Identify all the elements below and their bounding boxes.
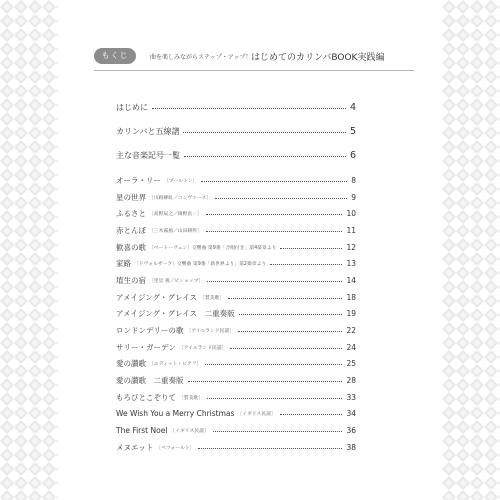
dot-leader [280, 414, 343, 415]
toc-entry-credit: ［賛美歌］ [179, 395, 203, 401]
toc-entry-credit: ［三木露風／山田耕筰］ [149, 228, 202, 234]
toc-entry[interactable] [116, 172, 356, 189]
toc-entry-credit: ［プールトン］ [164, 178, 198, 184]
toc-entry-credit: ［アイルランド民謡］ [186, 329, 235, 335]
toc-entry[interactable] [116, 205, 356, 222]
toc-entry-page-number: 24 [346, 342, 356, 352]
toc-entry[interactable] [116, 239, 356, 256]
dot-leader [205, 364, 342, 365]
toc-entry[interactable] [116, 143, 356, 167]
toc-entry-title: 歓喜の歌 [116, 242, 146, 252]
toc-entry-credit: ［里見 義／ビショップ］ [149, 278, 204, 284]
toc-entry-page-number: 38 [346, 442, 356, 452]
toc-entry-page-number: 25 [346, 359, 356, 369]
toc-entry-title: 星の世界 [116, 192, 146, 202]
toc-entry-page-number: 5 [349, 125, 356, 137]
dot-leader [183, 132, 346, 133]
toc-entry-page-number: 9 [351, 192, 356, 202]
dot-leader [228, 298, 342, 299]
contents-tag: もくじ [94, 48, 136, 64]
toc-entry-title: オーラ・リー [116, 175, 161, 185]
toc-entry-title: メヌエット [116, 442, 154, 452]
toc-entry[interactable] [116, 119, 356, 143]
toc-entry-credit: ［アイルランド民謡］ [178, 345, 227, 351]
toc-entry-page-number: 13 [346, 259, 356, 269]
toc-entry-title: もろびとこぞりて [116, 392, 176, 402]
dot-leader [239, 314, 343, 315]
toc-entry-page-number: 36 [346, 426, 356, 436]
toc-entry-page-number: 8 [351, 175, 356, 185]
toc-entry-title: ロンドンデリーの歌 [116, 326, 184, 336]
toc-entry[interactable] [116, 389, 356, 406]
header-divider [94, 70, 414, 71]
toc-entry-credit: ［イギリス民謡］ [237, 412, 276, 418]
toc-entry-title: アメイジング・グレイス 二重奏版 [116, 309, 235, 319]
right-diamond-border [442, 0, 500, 500]
dot-leader [207, 398, 342, 399]
toc-entry-title: カリンバと五線譜 [116, 126, 180, 136]
table-of-contents-page [58, 0, 442, 500]
toc-entry[interactable] [116, 189, 356, 206]
toc-entry-title: 主な音楽記号一覧 [116, 150, 180, 160]
toc-entry[interactable] [116, 356, 356, 373]
toc-entry-credit: ［エディット・ピアフ］ [149, 362, 202, 368]
toc-entry-page-number: 4 [349, 101, 356, 113]
toc-entry-page-number: 6 [349, 149, 356, 161]
toc-entry-credit: ［川路柳虹／コンヴァース］ [149, 195, 212, 201]
dot-leader [213, 431, 343, 432]
toc-entry-page-number: 28 [346, 376, 356, 386]
dot-leader [206, 214, 343, 215]
toc-entry-page-number: 22 [346, 326, 356, 336]
dot-leader [280, 248, 342, 249]
toc-entry-page-number: 33 [346, 392, 356, 402]
dot-leader [215, 198, 347, 199]
dot-leader [184, 156, 346, 157]
dot-leader [188, 381, 343, 382]
dot-leader [201, 181, 347, 182]
toc-entry[interactable] [116, 339, 356, 356]
toc-entry[interactable] [116, 406, 356, 423]
toc-entry-credit: ［ベートーヴェン］交響曲 第9番「合唱付き」第4楽章より [149, 245, 277, 251]
toc-entry-credit: ［ドヴォルザーク］交響曲 第9番「新世界より」第2楽章より [134, 262, 267, 268]
front-matter-list [116, 95, 356, 167]
toc-entry-page-number: 11 [346, 225, 356, 235]
toc-entry-page-number: 19 [346, 309, 356, 319]
toc-entry-page-number: 34 [346, 409, 356, 419]
page-header [94, 48, 414, 68]
left-diamond-border [0, 0, 58, 500]
toc-entry-credit: ［高野辰之／岡野貞一］ [149, 212, 202, 218]
toc-entry[interactable] [116, 255, 356, 272]
dot-leader [270, 264, 342, 265]
toc-entry[interactable] [116, 439, 356, 456]
series-note: 曲を楽しみながらステップ・アップ！ [150, 54, 252, 61]
toc-entry-title: はじめに [116, 102, 148, 112]
toc-entry[interactable] [116, 289, 356, 306]
toc-entry[interactable] [116, 322, 356, 339]
toc-entry-credit: ［ペツォールト］ [156, 445, 195, 451]
dot-leader [198, 448, 342, 449]
dot-leader [152, 108, 346, 109]
toc-entry-title: サリー・ガーデン [116, 342, 176, 352]
toc-entry-page-number: 12 [346, 242, 356, 252]
toc-entry[interactable] [116, 306, 356, 323]
toc-entry[interactable] [116, 422, 356, 439]
book-title: はじめてのカリンバBOOK実践編 [251, 53, 385, 63]
toc-entry-credit: ［賛美歌］ [200, 295, 225, 301]
dot-leader [207, 281, 342, 282]
toc-entry-title: 赤とんぼ [116, 225, 146, 235]
toc-entry-page-number: 14 [346, 275, 356, 285]
toc-entry-title: 愛の讃歌 [116, 359, 146, 369]
toc-entry-page-number: 10 [346, 209, 356, 219]
dot-leader [206, 231, 343, 232]
song-list [116, 172, 356, 456]
dot-leader [230, 348, 342, 349]
toc-entry-title: The First Noel [116, 426, 168, 436]
toc-entry[interactable] [116, 95, 356, 119]
toc-entry-page-number: 18 [346, 292, 356, 302]
toc-entry[interactable] [116, 372, 356, 389]
toc-entry-title: 家路 [116, 259, 131, 269]
dot-leader [238, 331, 342, 332]
toc-entry-title: ふるさと [116, 209, 146, 219]
toc-entry[interactable] [116, 222, 356, 239]
toc-entry-title: We Wish You a Merry Christmas [116, 409, 235, 419]
toc-entry-credit: ［イギリス民謡］ [170, 429, 209, 435]
toc-entry-title: 埴生の宿 [116, 275, 146, 285]
toc-entry-title: アメイジング・グレイス [116, 292, 198, 302]
toc-entry-title: 愛の讃歌 二重奏版 [116, 376, 184, 386]
toc-entry[interactable] [116, 272, 356, 289]
